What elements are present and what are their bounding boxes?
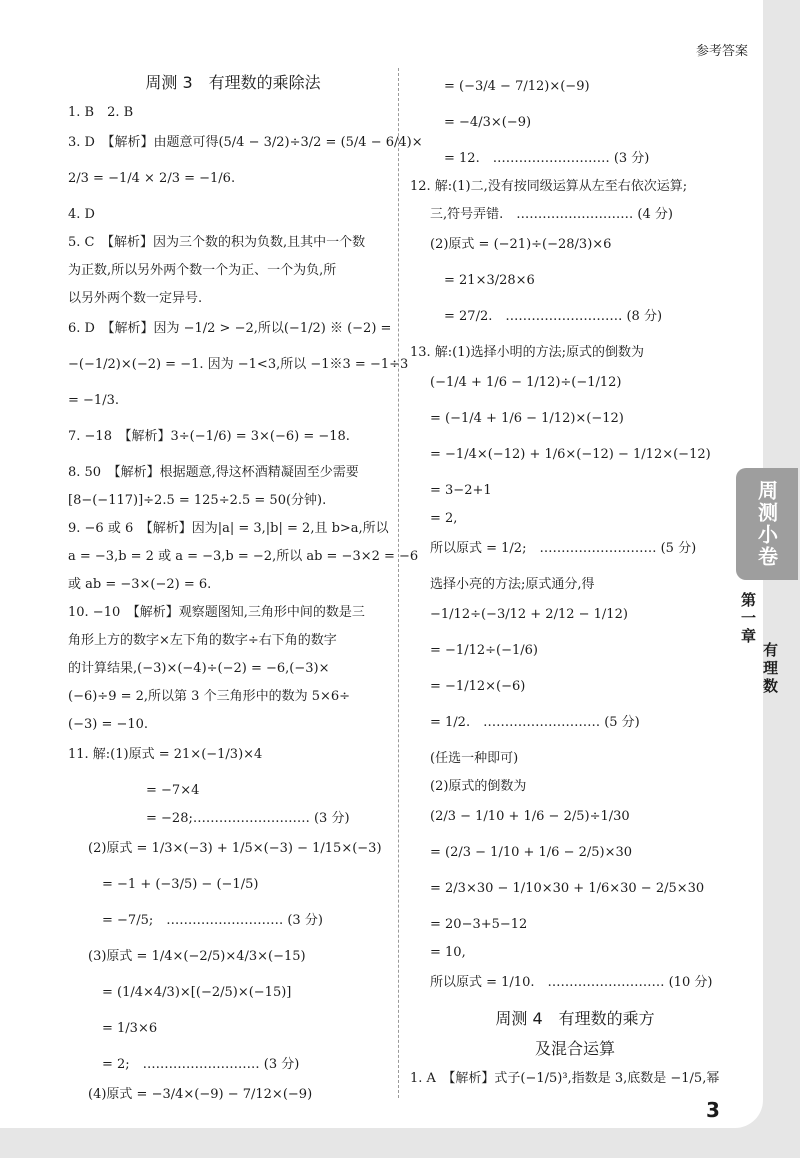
answer-line: 3. D 【解析】由题意可得(5/4 − 3/2)÷3/2 = (5/4 − 6/4)× [68,135,423,150]
answer-line: 1. A 【解析】式子(−1/5)³,指数是 3,底数是 −1/5,幂 [410,1071,720,1086]
answer-line: (2)原式 = (−21)÷(−28/3)×6 [430,237,612,252]
answer-line: = 12. ……………………… (3 分) [444,151,650,166]
answer-line: = 2; ……………………… (3 分) [102,1057,300,1072]
section-title: 周测 4 有理数的乘方 [495,1009,655,1028]
answer-line: = −1/3. [68,393,119,408]
answer-line: = −7×4 [146,783,200,798]
side-tab: 周测小卷 [736,468,798,580]
answer-line: 9. −6 或 6 【解析】因为|a| = 3,|b| = 2,且 b>a,所以 [68,521,389,536]
answer-line: (−3) = −10. [68,717,149,732]
answer-line: 6. D 【解析】因为 −1/2 > −2,所以(−1/2) ※ (−2) = [68,321,392,336]
answer-line: −(−1/2)×(−2) = −1. 因为 −1<3,所以 −1※3 = −1÷3 [68,357,409,372]
answer-line: (−1/4 + 1/6 − 1/12)÷(−1/12) [430,375,622,390]
answer-line: = −1/4×(−12) + 1/6×(−12) − 1/12×(−12) [430,447,711,462]
answer-line: 13. 解:(1)选择小明的方法;原式的倒数为 [410,345,644,360]
answer-line: = 1/3×6 [102,1021,158,1036]
answer-line: = −28;……………………… (3 分) [146,811,350,826]
answer-line: 10. −10 【解析】观察题图知,三角形中间的数是三 [68,605,365,620]
answer-line: = −1/12÷(−1/6) [430,643,538,658]
answer-line: = 3−2+1 [430,483,492,498]
answer-line: 选择小亮的方法;原式通分,得 [430,577,595,592]
answer-line: (−6)÷9 = 2,所以第 3 个三角形中的数为 5×6÷ [68,689,351,704]
answer-line: = −1 + (−3/5) − (−1/5) [102,877,259,892]
answer-line: 所以原式 = 1/2; ……………………… (5 分) [430,541,697,556]
answer-line: (2/3 − 1/10 + 1/6 − 2/5)÷1/30 [430,809,630,824]
section-title: 周测 3 有理数的乘除法 [145,73,321,92]
side-chapter: 第一章 [739,592,757,646]
answer-line: = 2/3×30 − 1/10×30 + 1/6×30 − 2/5×30 [430,881,705,896]
answer-line: = 2, [430,511,458,526]
page-number: 3 [706,1098,720,1122]
answer-line: 8. 50 【解析】根据题意,得这杯酒精凝固至少需要 [68,465,359,480]
answer-line: 11. 解:(1)原式 = 21×(−1/3)×4 [68,747,263,762]
side-topic: 有理数 [761,642,779,696]
answer-line: 5. C 【解析】因为三个数的积为负数,且其中一个数 [68,235,366,250]
answer-line: 或 ab = −3×(−2) = 6. [68,577,212,592]
answer-line: (4)原式 = −3/4×(−9) − 7/12×(−9) [88,1087,313,1102]
answer-line: 12. 解:(1)二,没有按同级运算从左至右依次运算; [410,179,688,194]
answer-line: = (−3/4 − 7/12)×(−9) [444,79,590,94]
answer-line: = 1/2. ……………………… (5 分) [430,715,640,730]
answer-line: (2)原式 = 1/3×(−3) + 1/5×(−3) − 1/15×(−3) [88,841,382,856]
answer-line: = (−1/4 + 1/6 − 1/12)×(−12) [430,411,624,426]
answer-line: 所以原式 = 1/10. ……………………… (10 分) [430,975,713,990]
page-header: 参考答案 [695,44,748,59]
answer-line: (2)原式的倒数为 [430,779,527,794]
left-column [68,68,423,1120]
answer-line: 角形上方的数字×左下角的数字÷右下角的数字 [68,633,337,648]
answer-line: = 27/2. ……………………… (8 分) [444,309,663,324]
answer-line: 7. −18 【解析】3÷(−1/6) = 3×(−6) = −18. [68,429,350,444]
answer-line: [8−(−117)]÷2.5 = 125÷2.5 = 50(分钟). [68,493,327,508]
answer-line: 以另外两个数一定异号. [68,291,203,306]
answer-line: −1/12÷(−3/12 + 2/12 − 1/12) [430,607,628,622]
answer-line: (任选一种即可) [430,751,519,766]
answer-line: 1. B 2. B [68,105,134,120]
answer-line: a = −3,b = 2 或 a = −3,b = −2,所以 ab = −3×2 = −6 [68,549,419,564]
answer-line: = −1/12×(−6) [430,679,526,694]
answer-line: = 10, [430,945,466,960]
answer-line: 4. D [68,207,95,222]
answer-line: 三,符号弄错. ……………………… (4 分) [430,207,673,222]
answer-line: 2/3 = −1/4 × 2/3 = −1/6. [68,171,236,186]
column-divider [398,68,399,1098]
right-column [410,68,740,1096]
answer-line: (3)原式 = 1/4×(−2/5)×4/3×(−15) [88,949,306,964]
answer-line: = −4/3×(−9) [444,115,532,130]
answer-line: = (2/3 − 1/10 + 1/6 − 2/5)×30 [430,845,633,860]
answer-line: = 21×3/28×6 [444,273,535,288]
answer-line: = (1/4×4/3)×[(−2/5)×(−15)] [102,985,292,1000]
answer-line: = 20−3+5−12 [430,917,528,932]
answer-line: 为正数,所以另外两个数一个为正、一个为负,所 [68,263,337,278]
answer-line: = −7/5; ……………………… (3 分) [102,913,323,928]
answer-line: 的计算结果,(−3)×(−4)÷(−2) = −6,(−3)× [68,661,330,676]
section-subtitle: 及混合运算 [534,1039,615,1058]
